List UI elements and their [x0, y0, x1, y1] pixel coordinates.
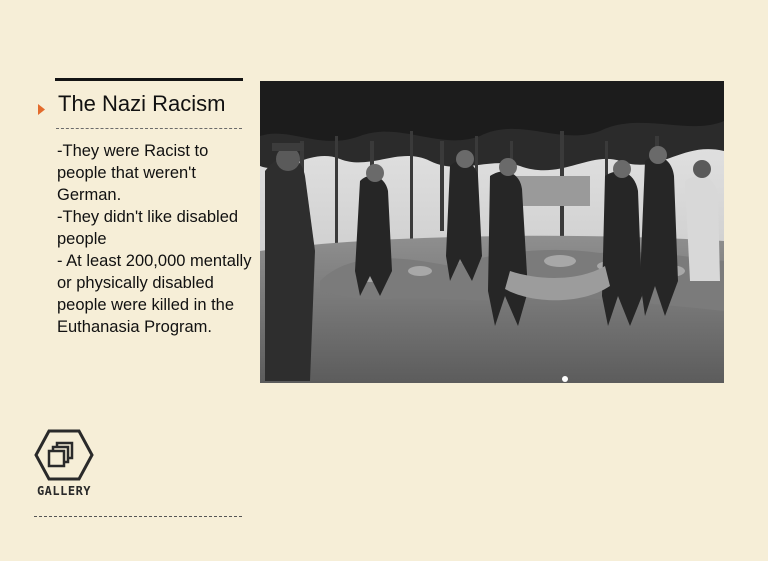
slide-body — [57, 140, 252, 338]
body-line-3: - At least 200,000 mentally or physically disabled people were killed in the Euthanasia Program. — [57, 252, 252, 336]
title-top-rule — [55, 78, 243, 81]
title-divider — [56, 128, 242, 129]
slide-title: The Nazi Racism — [58, 91, 226, 116]
historical-photo — [260, 81, 724, 383]
body-line-1: -They were Racist to people that weren't German. — [57, 142, 209, 204]
gallery-hexagon-icon — [34, 428, 94, 482]
body-line-2: -They didn't like disabled people — [57, 208, 239, 248]
gallery-label: GALLERY — [36, 484, 92, 498]
triangle-bullet-icon — [38, 104, 45, 115]
gallery-button[interactable] — [34, 428, 94, 503]
gallery-divider — [34, 516, 242, 517]
